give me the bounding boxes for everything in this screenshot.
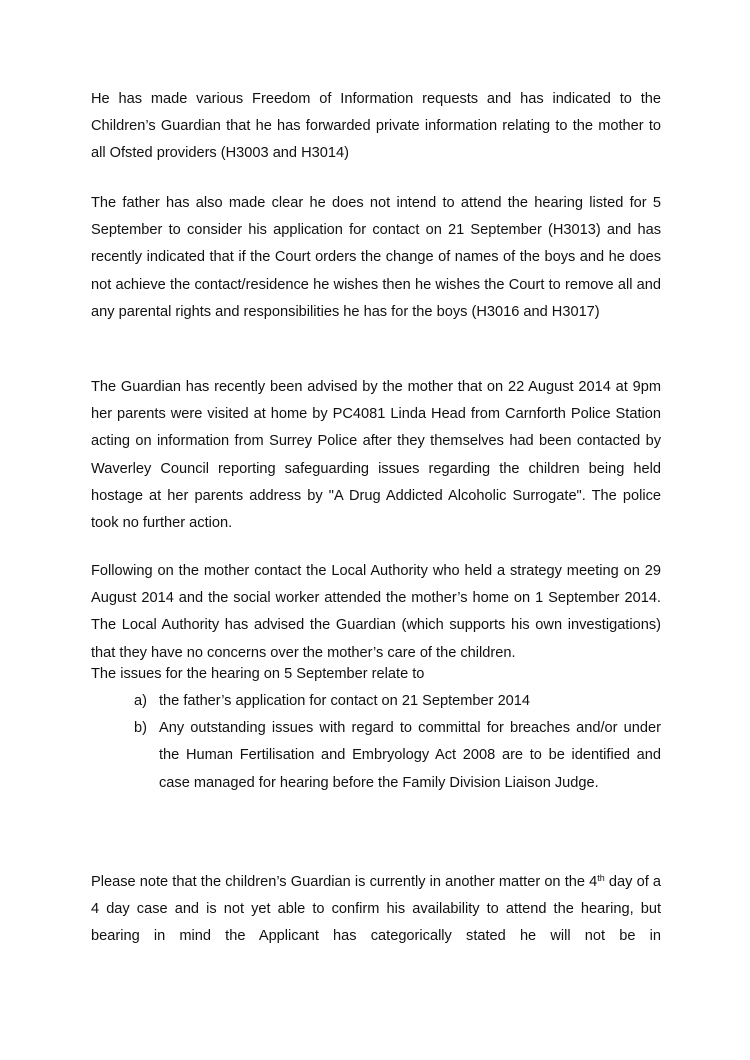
paragraph-text-after-superscript: day of a 4 day case and is not yet able to confirm his availability to attend the hearing, but bearing in mind the Applicant has categorically stated he will not be in <box>91 874 662 945</box>
paragraph-father-hearing: The father has also made clear he does not intend to attend the hearing listed for 5 September to consider his application for contact on 21 September (H3013) and has recently indicated that if the Court orders the change of names of the boys and he does not achieve the contact/residence he wishes then he wishes the Court to remove all and any parental rights and responsibilities he has for the boys (H3016 and H3017) <box>91 195 661 320</box>
paragraph-text-before-superscript: Please note that the children’s Guardian is currently in another matter on the 4 <box>91 874 598 890</box>
list-item <box>134 715 661 797</box>
list-item-text: the father’s application for contact on 21 September 2014 <box>159 693 531 709</box>
list-item-marker: b) <box>134 720 147 737</box>
paragraph-foi-requests: He has made various Freedom of Information requests and has indicated to the Children’s Guardian that he has forwarded private information relating to the mother to all Ofsted providers (H3003 and H3014) <box>91 91 661 162</box>
paragraph-police-visit: The Guardian has recently been advised by the mother that on 22 August 2014 at 9pm her parents were visited at home by PC4081 Linda Head from Carnforth Police Station acting on information from Surrey Police after they themselves had been contacted by Waverley Council reporting safeguarding issues regarding the children being held hostage at her parents address by "A Drug Addicted Alcoholic Surrogate". The police took no further action. <box>91 379 661 532</box>
list-item-text: Any outstanding issues with regard to committal for breaches and/or under the Human Fertilisation and Embryology Act 2008 are to be identified and case managed for hearing before the Family Division Liaison Judge. <box>159 720 661 791</box>
paragraph-hearing-issues-intro: The issues for the hearing on 5 September relate to <box>91 666 425 682</box>
list-item <box>134 688 661 715</box>
list-item-marker: a) <box>134 693 147 709</box>
paragraph-local-authority: Following on the mother contact the Local Authority who held a strategy meeting on 29 August 2014 and the social worker attended the mother’s home on 1 September 2014. The Local Authority has advised the Guardian (which supports his own investigations) that they have no concerns over the mother’s care of the children. <box>91 563 661 661</box>
paragraph-guardian-availability <box>91 869 661 951</box>
hearing-issues-list <box>134 688 661 797</box>
ordinal-superscript: th <box>597 873 605 883</box>
